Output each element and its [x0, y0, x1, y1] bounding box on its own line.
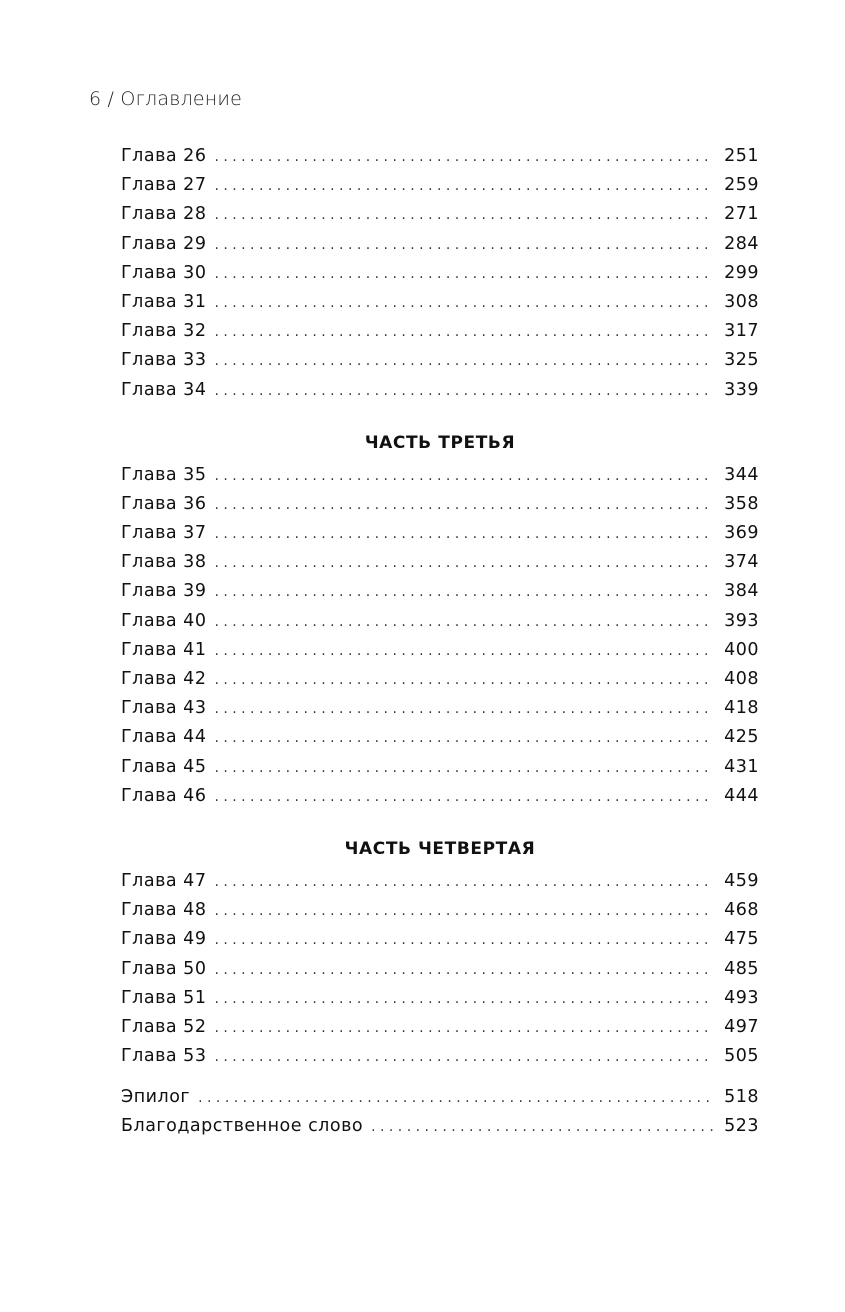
toc-entry-page-number: 497 [724, 1016, 759, 1037]
toc-entry-page-number: 284 [724, 233, 759, 254]
toc-entry-page-number: 505 [724, 1046, 759, 1067]
toc-entry-title: Глава 51 [121, 987, 207, 1008]
toc-entry[interactable] [121, 867, 759, 896]
toc-entry-title: Глава 33 [121, 350, 207, 371]
toc-entry-title: Глава 35 [121, 464, 207, 485]
toc-entry-page-number: 431 [724, 756, 759, 777]
toc-entry-title: Глава 43 [121, 698, 207, 719]
toc-entry[interactable] [121, 1013, 759, 1042]
toc-entry[interactable] [121, 636, 759, 665]
toc-entry-page-number: 271 [724, 204, 759, 225]
dot-leader [214, 549, 714, 578]
dot-leader [214, 347, 714, 376]
toc-entry[interactable] [121, 200, 759, 229]
toc-entry-title: Глава 41 [121, 639, 207, 660]
toc-entry[interactable] [121, 984, 759, 1013]
toc-entry-page-number: 444 [724, 785, 759, 806]
toc-entry-page-number: 523 [724, 1116, 759, 1137]
dot-leader [214, 289, 714, 318]
dot-leader [214, 956, 714, 985]
dot-leader [214, 491, 714, 520]
toc-entry[interactable] [121, 317, 759, 346]
toc-entry-page-number: 344 [724, 464, 759, 485]
toc-entry[interactable] [121, 142, 759, 171]
dot-leader [214, 724, 714, 753]
toc-entry-title: Глава 45 [121, 756, 207, 777]
dot-leader [214, 520, 714, 549]
toc-entry-page-number: 251 [724, 146, 759, 166]
dot-leader [214, 637, 714, 666]
toc-entry-title: Глава 46 [121, 785, 207, 806]
toc-entry[interactable] [121, 753, 759, 782]
dot-leader [214, 695, 714, 724]
toc-entry[interactable] [121, 490, 759, 519]
toc-entry-page-number: 369 [724, 523, 759, 544]
dot-leader [214, 1043, 714, 1072]
toc-entry-page-number: 308 [724, 291, 759, 312]
dot-leader [214, 260, 714, 289]
toc-entry[interactable] [121, 694, 759, 723]
toc-entry[interactable] [121, 782, 759, 811]
toc-entry-title: Глава 48 [121, 900, 207, 921]
toc-entry[interactable] [121, 925, 759, 954]
toc-entry-title: Глава 30 [121, 262, 207, 283]
toc-entry-title: Глава 32 [121, 321, 207, 342]
dot-leader [198, 1084, 714, 1113]
dot-leader [214, 897, 714, 926]
dot-leader [214, 143, 714, 172]
dot-leader [214, 318, 714, 347]
dot-leader [214, 231, 714, 260]
dot-leader [214, 578, 714, 607]
toc-entry-page-number: 468 [724, 900, 759, 921]
dot-leader [371, 1113, 714, 1142]
toc-entry-title: Глава 42 [121, 669, 207, 689]
toc-entry-page-number: 317 [724, 321, 759, 342]
toc-entry-title: Глава 44 [121, 727, 207, 748]
toc-entry-title: Глава 53 [121, 1046, 207, 1067]
toc-entry[interactable] [121, 288, 759, 317]
toc-entry[interactable] [121, 955, 759, 984]
toc-entry-page-number: 408 [724, 669, 759, 689]
toc-entry[interactable] [121, 665, 759, 694]
table-of-contents [121, 142, 759, 1142]
toc-entry-title: Глава 40 [121, 610, 207, 631]
toc-entry[interactable] [121, 1112, 759, 1141]
dot-leader [214, 868, 714, 897]
toc-entry-title: Глава 47 [121, 870, 207, 891]
toc-entry-page-number: 518 [724, 1087, 759, 1108]
toc-entry-page-number: 393 [724, 610, 759, 631]
toc-entry[interactable] [121, 577, 759, 606]
dot-leader [214, 754, 714, 783]
toc-entry-title: Эпилог [121, 1087, 191, 1108]
toc-entry[interactable] [121, 346, 759, 375]
toc-entry-title: Благодарственное слово [121, 1116, 364, 1137]
toc-entry-title: Глава 36 [121, 493, 207, 514]
toc-entry-page-number: 493 [724, 987, 759, 1008]
toc-entry-page-number: 325 [724, 350, 759, 371]
toc-entry[interactable] [121, 259, 759, 288]
toc-entry[interactable] [121, 171, 759, 200]
dot-leader [214, 926, 714, 955]
dot-leader [214, 985, 714, 1014]
toc-entry-title: Глава 37 [121, 523, 207, 544]
toc-entry[interactable] [121, 1042, 759, 1071]
toc-entry[interactable] [121, 1083, 759, 1112]
dot-leader [214, 172, 714, 201]
toc-entry[interactable] [121, 723, 759, 752]
toc-entry-page-number: 485 [724, 958, 759, 979]
toc-entry-page-number: 299 [724, 262, 759, 283]
toc-entry-title: Глава 26 [121, 146, 207, 166]
toc-entry-title: Глава 49 [121, 929, 207, 950]
running-head: 6 / Оглавление [89, 88, 243, 110]
toc-entry[interactable] [121, 461, 759, 490]
toc-entry[interactable] [121, 230, 759, 259]
toc-entry-page-number: 374 [724, 552, 759, 573]
dot-leader [214, 377, 714, 406]
toc-entry-title: Глава 39 [121, 581, 207, 602]
toc-entry-title: Глава 27 [121, 175, 207, 196]
toc-entry-page-number: 358 [724, 493, 759, 514]
toc-entry-title: Глава 28 [121, 204, 207, 225]
toc-entry-page-number: 259 [724, 175, 759, 196]
toc-entry-page-number: 459 [724, 870, 759, 891]
dot-leader [214, 462, 714, 491]
toc-entry-page-number: 339 [724, 379, 759, 400]
toc-entry[interactable] [121, 519, 759, 548]
toc-entry-page-number: 425 [724, 727, 759, 748]
toc-entry-page-number: 475 [724, 929, 759, 950]
toc-entry-title: Глава 52 [121, 1016, 207, 1037]
toc-entry-title: Глава 31 [121, 291, 207, 312]
dot-leader [214, 666, 714, 695]
toc-entry-page-number: 418 [724, 698, 759, 719]
toc-entry-title: Глава 38 [121, 552, 207, 573]
toc-entry-page-number: 400 [724, 639, 759, 660]
part-heading: ЧАСТЬ ТРЕТЬЯ [364, 432, 516, 453]
dot-leader [214, 608, 714, 637]
part-heading: ЧАСТЬ ЧЕТВЕРТАЯ [344, 838, 536, 859]
toc-entry-page-number: 384 [724, 581, 759, 602]
toc-entry[interactable] [121, 896, 759, 925]
toc-entry-title: Глава 34 [121, 379, 207, 400]
toc-entry-title: Глава 50 [121, 958, 207, 979]
toc-entry[interactable] [121, 376, 759, 405]
toc-entry[interactable] [121, 548, 759, 577]
dot-leader [214, 783, 714, 812]
toc-entry-title: Глава 29 [121, 233, 207, 254]
section-spacer [121, 1071, 759, 1083]
dot-leader [214, 1014, 714, 1043]
dot-leader [214, 201, 714, 230]
toc-entry[interactable] [121, 607, 759, 636]
